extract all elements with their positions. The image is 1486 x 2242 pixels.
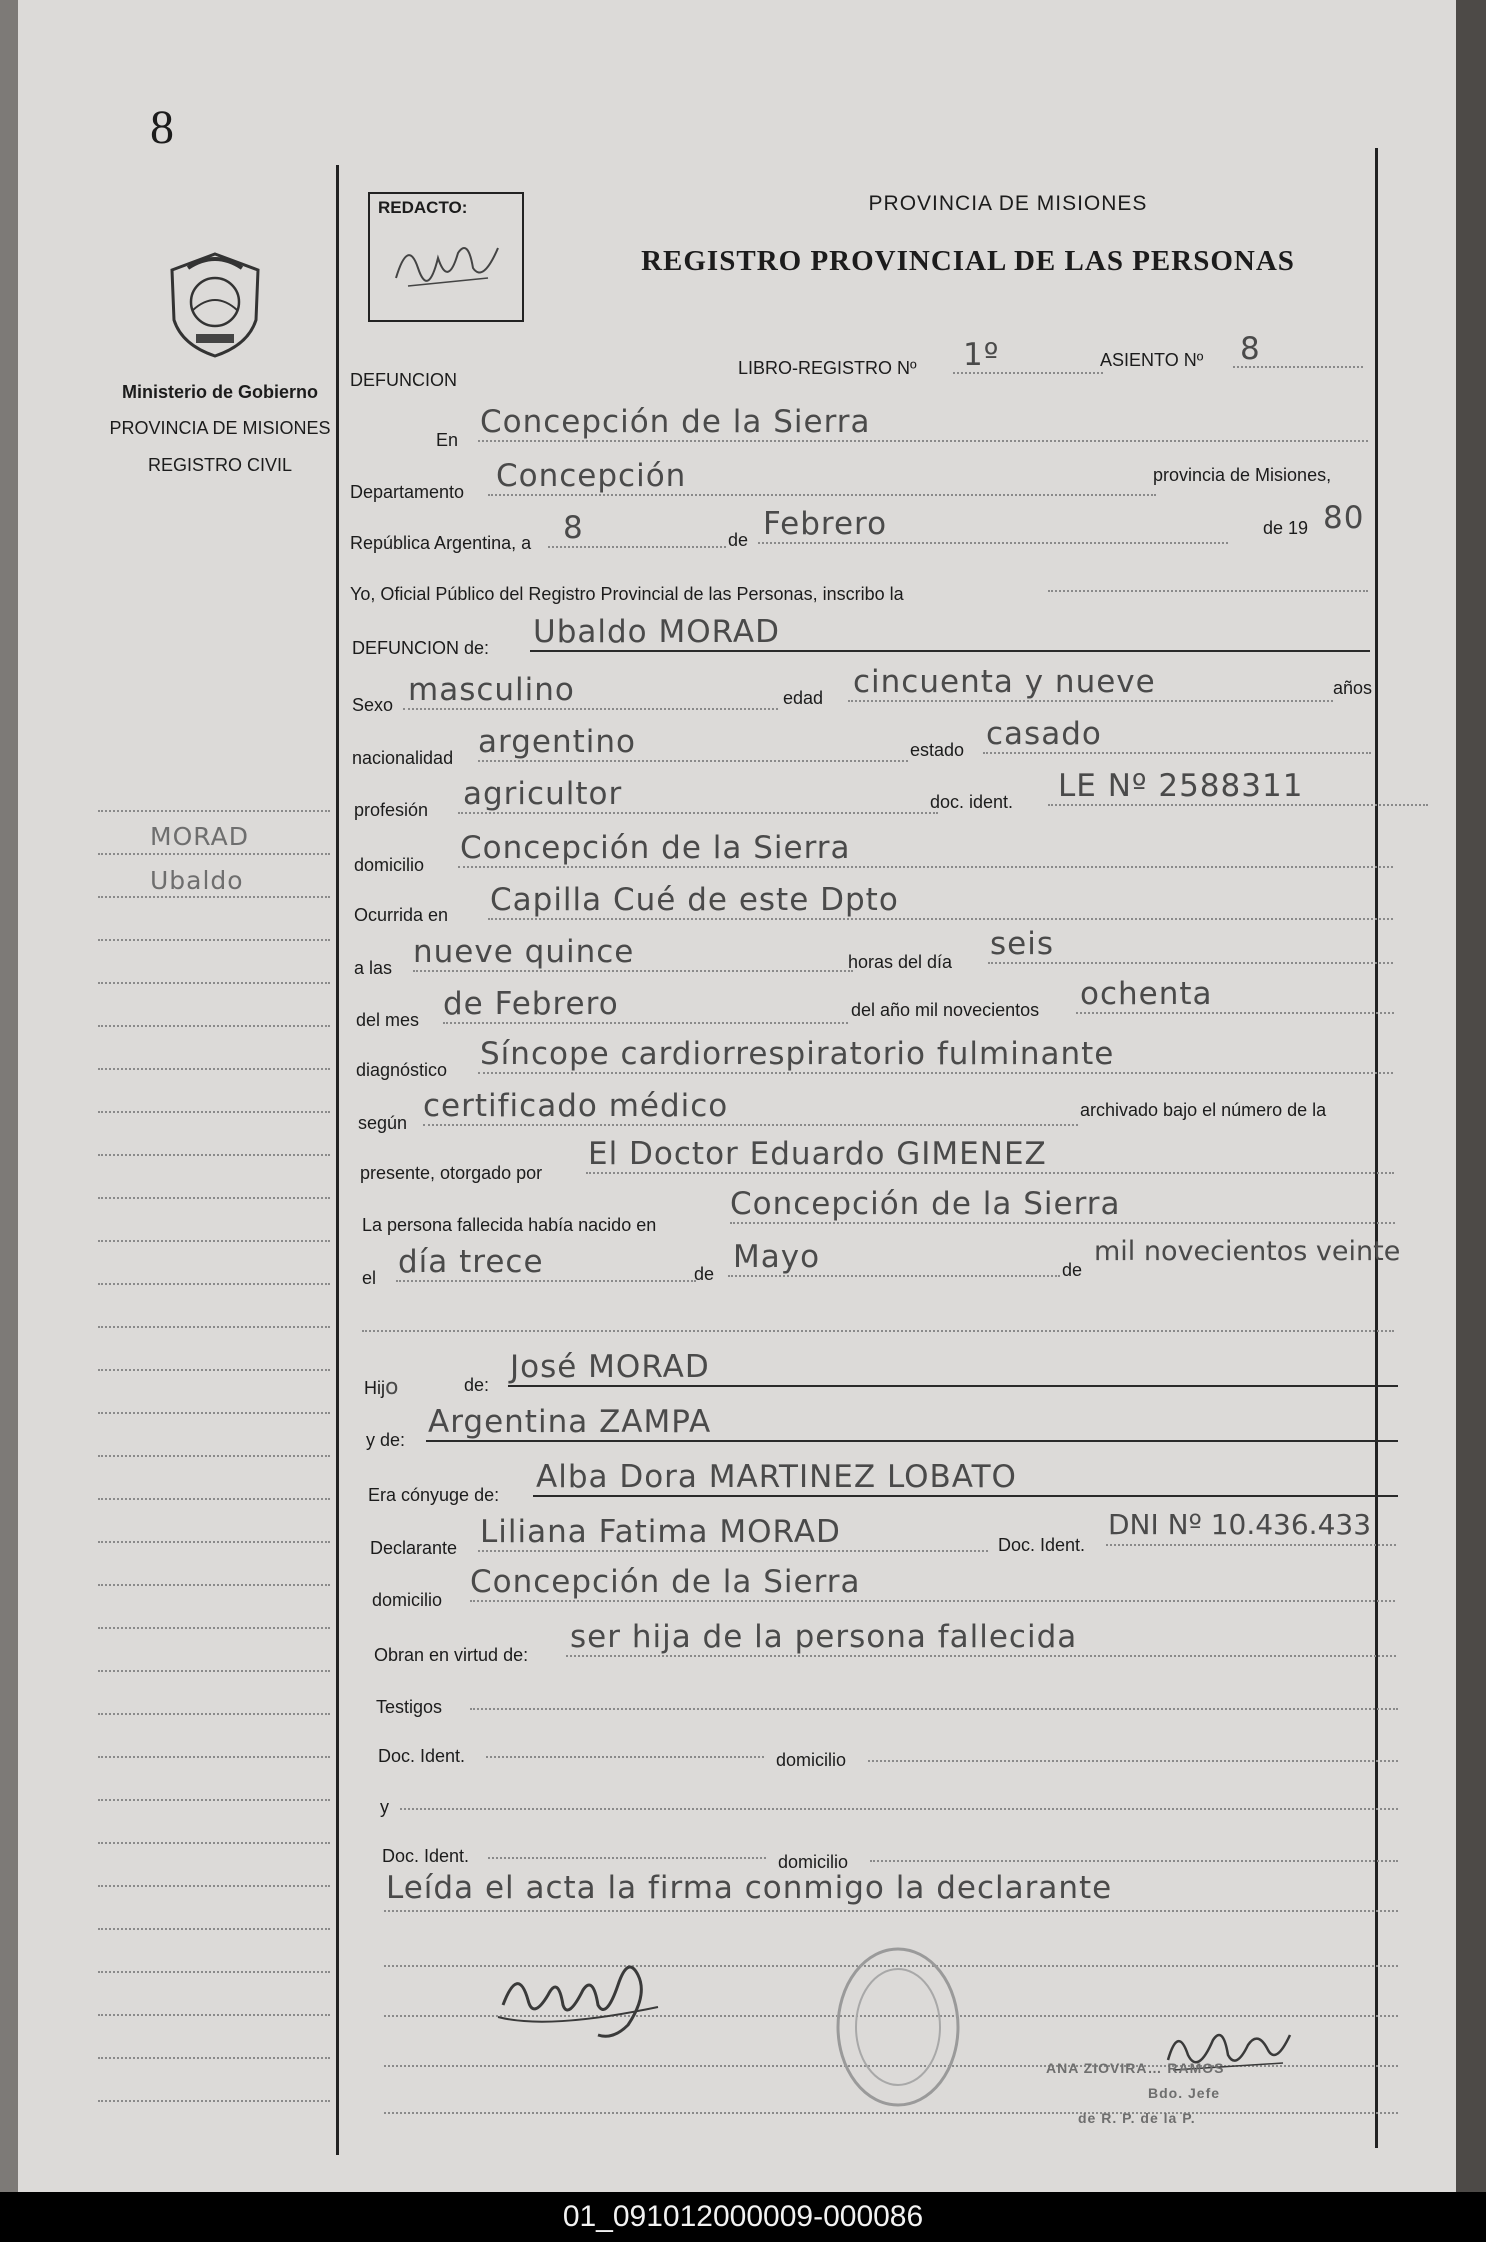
- conyuge-label: Era cónyuge de:: [368, 1485, 500, 1505]
- declarante-value: Liliana Fatima MORAD: [480, 1514, 841, 1550]
- nac-mes-value: Mayo: [733, 1239, 821, 1275]
- provincia-label: provincia de Misiones,: [1153, 465, 1332, 485]
- redacto-label: REDACTO:: [378, 198, 468, 217]
- stub-office: REGISTRO CIVIL: [147, 455, 293, 475]
- ocurrida-line: [488, 918, 1393, 920]
- declarante-label: Declarante: [370, 1538, 458, 1558]
- stub-line: [98, 939, 330, 941]
- del-anio-label: del año mil novecientos: [851, 1000, 1040, 1020]
- stub-line: [98, 1584, 330, 1586]
- diagnostico-label: diagnóstico: [356, 1060, 448, 1080]
- obran-label: Obran en virtud de:: [374, 1645, 529, 1665]
- nac-continuation-line: [362, 1330, 1394, 1332]
- stub-line: [98, 2100, 330, 2102]
- page-number: 8: [150, 101, 174, 154]
- y-label: y: [380, 1797, 389, 1817]
- y-de-label: y de:: [366, 1430, 406, 1450]
- declarant-signature: [488, 1945, 688, 2055]
- image-id-footer: 01_091012000009-000086: [0, 2192, 1486, 2242]
- decl-doc-line: [1106, 1544, 1396, 1546]
- stub-line: [98, 1756, 330, 1758]
- anio-label: de 19: [1263, 518, 1309, 538]
- profesion-value: agricultor: [463, 776, 623, 812]
- stub-line: [98, 2014, 330, 2016]
- profesion-line: [458, 812, 938, 814]
- testigos-label: Testigos: [376, 1697, 443, 1717]
- stub-line: [98, 896, 330, 898]
- presente-value: El Doctor Eduardo GIMENEZ: [588, 1136, 1047, 1172]
- diagnostico-line: [478, 1072, 1393, 1074]
- ocurrida-label: Ocurrida en: [354, 905, 449, 925]
- stub-line: [98, 1928, 330, 1930]
- hijo-de-label: de:: [464, 1375, 490, 1395]
- mes-deceso-value: de Febrero: [443, 986, 619, 1022]
- horas-del-dia-label: horas del día: [848, 952, 953, 972]
- obran-line: [566, 1655, 1396, 1657]
- dia-deceso-line: [988, 962, 1393, 964]
- departamento-label: Departamento: [350, 482, 465, 502]
- t1-domicilio-line: [868, 1760, 1398, 1762]
- domicilio-value: Concepción de la Sierra: [460, 830, 851, 866]
- redacto-signature: [388, 228, 508, 298]
- yo-line: [1048, 590, 1368, 592]
- stub-line: [98, 1971, 330, 1973]
- conyuge-line: [533, 1495, 1398, 1497]
- stub-line: [98, 2057, 330, 2059]
- t2-domicilio-label: domicilio: [778, 1852, 849, 1872]
- anio-deceso-line: [1076, 1012, 1394, 1014]
- segun-label: según: [358, 1113, 408, 1133]
- decl-domicilio-label: domicilio: [372, 1590, 443, 1610]
- stub-line: [98, 1369, 330, 1371]
- nombre-line: [530, 650, 1370, 652]
- sexo-value: masculino: [408, 672, 575, 708]
- presente-label: presente, otorgado por: [360, 1163, 543, 1183]
- dia-value: 8: [563, 510, 584, 546]
- stub-line: [98, 1326, 330, 1328]
- ocurrida-value: Capilla Cué de este Dpto: [490, 882, 899, 918]
- header-registry-title: REGISTRO PROVINCIAL DE LAS PERSONAS: [641, 245, 1295, 277]
- estado-value: casado: [986, 716, 1102, 752]
- stub-line: [98, 1670, 330, 1672]
- redacto-box: [368, 192, 524, 322]
- estado-line: [983, 752, 1371, 754]
- hijo-prefix: Hij: [364, 1378, 385, 1398]
- anio-value: 80: [1323, 500, 1365, 536]
- t2-doc-line: [488, 1857, 766, 1859]
- defuncion-de-label: DEFUNCION de:: [352, 638, 490, 658]
- stub-line: [98, 1455, 330, 1457]
- yo-label: Yo, Oficial Público del Registro Provincial de las Personas, inscribo la: [350, 584, 904, 604]
- republica-label: República Argentina, a: [350, 533, 532, 553]
- stub-line: [98, 1885, 330, 1887]
- sexo-line: [403, 708, 778, 710]
- nacionalidad-label: nacionalidad: [352, 748, 454, 768]
- t1-doc-line: [486, 1756, 764, 1758]
- padre-value: José MORAD: [510, 1349, 710, 1385]
- decl-domicilio-value: Concepción de la Sierra: [470, 1564, 861, 1600]
- stub-surname: MORAD: [150, 822, 249, 851]
- book-binding-left: [0, 0, 18, 2192]
- t1-domicilio-label: domicilio: [776, 1750, 847, 1770]
- sexo-label: Sexo: [352, 695, 394, 715]
- segun-line: [423, 1124, 1078, 1126]
- nacido-value: Concepción de la Sierra: [730, 1186, 1121, 1222]
- nac-anio-value: mil novecientos veinte: [1094, 1236, 1401, 1267]
- profesion-label: profesión: [354, 800, 429, 820]
- padre-line: [508, 1385, 1398, 1387]
- stub-line: [98, 1842, 330, 1844]
- stub-line: [98, 1627, 330, 1629]
- diagnostico-value: Síncope cardiorrespiratorio fulminante: [480, 1036, 1115, 1072]
- stub-line: [98, 1283, 330, 1285]
- defuncion-label: DEFUNCION: [350, 370, 457, 390]
- stub-line: [98, 1412, 330, 1414]
- stub-line: [98, 1068, 330, 1070]
- el-label: el: [362, 1268, 377, 1288]
- archivado-label: archivado bajo el número de la: [1080, 1100, 1327, 1120]
- testigos-line: [470, 1708, 1398, 1710]
- mes-value: Febrero: [763, 506, 888, 542]
- domicilio-line: [458, 866, 1393, 868]
- madre-value: Argentina ZAMPA: [428, 1404, 712, 1440]
- stub-line: [98, 810, 330, 812]
- anio-deceso-value: ochenta: [1080, 976, 1213, 1012]
- edad-value: cincuenta y nueve: [853, 664, 1156, 700]
- mes-deceso-line: [443, 1022, 848, 1024]
- stub-line: [98, 1025, 330, 1027]
- stub-line: [98, 1197, 330, 1199]
- dia-line: [548, 546, 726, 548]
- decl-doc-label: Doc. Ident.: [998, 1535, 1086, 1555]
- t1-doc-label: Doc. Ident.: [378, 1746, 466, 1766]
- declarante-line: [478, 1550, 988, 1552]
- departamento-line: [488, 494, 1156, 496]
- nac-dia-value: día trece: [398, 1244, 544, 1280]
- stub-line: [98, 1240, 330, 1242]
- nac-de-label: de: [694, 1264, 715, 1284]
- official-office: de R. P. de la P.: [1078, 2110, 1196, 2126]
- del-mes-label: del mes: [356, 1010, 420, 1030]
- decl-doc-value: DNI Nº 10.436.433: [1108, 1508, 1372, 1541]
- nacido-line: [730, 1222, 1395, 1224]
- estado-label: estado: [910, 740, 965, 760]
- en-label: En: [436, 430, 459, 450]
- asiento-label: ASIENTO Nº: [1100, 350, 1204, 370]
- conyuge-value: Alba Dora MARTINEZ LOBATO: [536, 1459, 1017, 1495]
- hijo-label: [364, 1375, 399, 1400]
- doc-ident-value: LE Nº 2588311: [1058, 768, 1304, 804]
- hijo-suffix: o: [385, 1375, 400, 1400]
- stub-province: PROVINCIA DE MISIONES: [109, 418, 331, 438]
- obran-value: ser hija de la persona fallecida: [570, 1619, 1078, 1655]
- edad-label: edad: [783, 688, 824, 708]
- presente-line: [586, 1172, 1394, 1174]
- provincial-crest-icon: [168, 250, 263, 360]
- closing-value: Leída el acta la firma conmigo la declarante: [386, 1870, 1113, 1906]
- closing-line: [384, 1910, 1398, 1912]
- official-name: ANA ZIOVIRA… RAMOS: [1046, 2060, 1225, 2076]
- nacionalidad-line: [478, 760, 908, 762]
- nac-de2-label: de: [1062, 1260, 1083, 1280]
- hora-value: nueve quince: [413, 934, 635, 970]
- left-margin-rule: [336, 165, 339, 2155]
- mes-line: [758, 542, 1228, 544]
- de-label: de: [728, 530, 749, 550]
- domicilio-label: domicilio: [354, 855, 425, 875]
- a-las-label: a las: [354, 958, 393, 978]
- hora-line: [413, 970, 853, 972]
- departamento-value: Concepción: [496, 458, 687, 494]
- libro-value: 1º: [963, 337, 1000, 373]
- en-value: Concepción de la Sierra: [480, 404, 871, 440]
- doc-ident-label: doc. ident.: [930, 792, 1014, 812]
- document-page: [18, 0, 1456, 2192]
- edad-line: [848, 700, 1333, 702]
- dia-deceso-value: seis: [990, 926, 1054, 962]
- official-title: Bdo. Jefe: [1148, 2085, 1221, 2101]
- stub-line: [98, 1799, 330, 1801]
- stub-line: [98, 1154, 330, 1156]
- header-province: PROVINCIA DE MISIONES: [868, 192, 1148, 215]
- sig-line-4: [384, 2112, 1398, 2114]
- nombre-value: Ubaldo MORAD: [533, 614, 780, 650]
- nac-mes-line: [728, 1275, 1060, 1277]
- t2-line: [400, 1808, 1398, 1810]
- madre-line: [426, 1440, 1398, 1442]
- doc-ident-line: [1048, 804, 1428, 806]
- stub-given-name: Ubaldo: [150, 866, 244, 895]
- stub-line: [98, 853, 330, 855]
- anos-label: años: [1333, 678, 1373, 698]
- asiento-value: 8: [1240, 331, 1261, 367]
- book-binding-right: [1456, 0, 1486, 2192]
- t2-domicilio-line: [870, 1860, 1398, 1862]
- stub-line: [98, 1713, 330, 1715]
- stub-line: [98, 1111, 330, 1113]
- nac-dia-line: [396, 1280, 696, 1282]
- libro-label: LIBRO-REGISTRO Nº: [738, 358, 917, 378]
- segun-value: certificado médico: [423, 1088, 729, 1124]
- stub-line: [98, 1541, 330, 1543]
- en-line: [478, 440, 1368, 442]
- official-seal-icon: [833, 1945, 963, 2110]
- decl-domicilio-line: [470, 1600, 1395, 1602]
- stub-line: [98, 982, 330, 984]
- stub-line: [98, 1498, 330, 1500]
- t2-doc-label: Doc. Ident.: [382, 1846, 470, 1866]
- nacido-label: La persona fallecida había nacido en: [362, 1215, 657, 1235]
- right-margin-rule: [1375, 148, 1378, 2148]
- stub-ministry: Ministerio de Gobierno: [121, 382, 318, 402]
- nacionalidad-value: argentino: [478, 724, 636, 760]
